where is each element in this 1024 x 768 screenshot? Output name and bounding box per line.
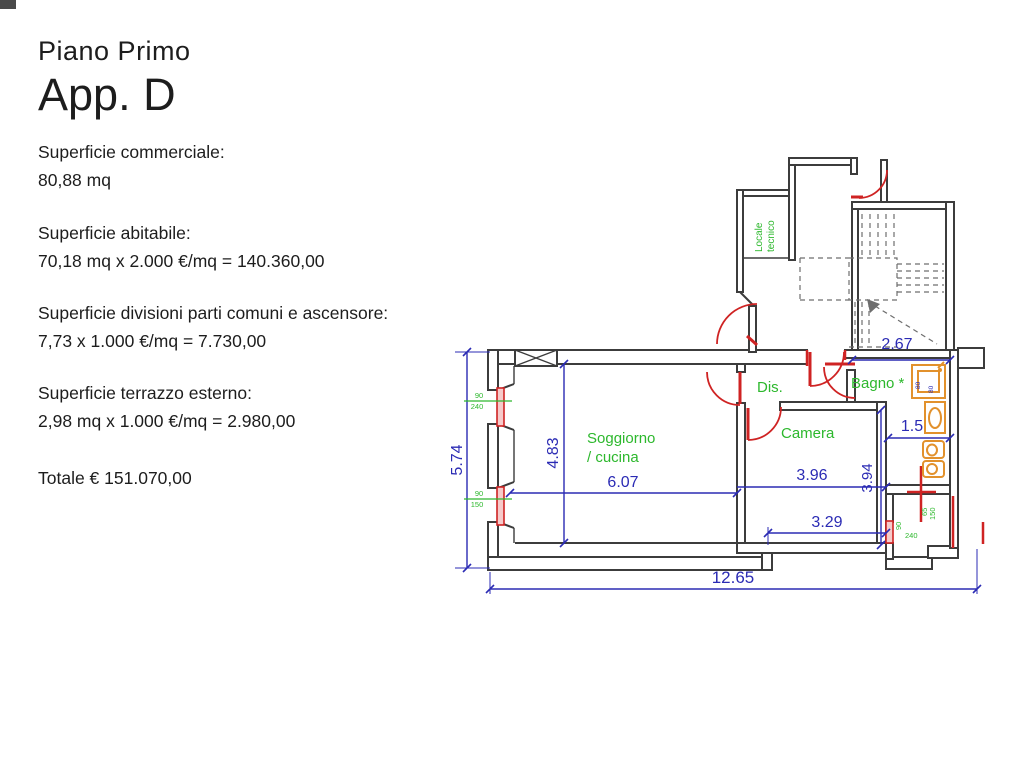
walls (488, 158, 984, 570)
room-label-bagno: Bagno * (851, 375, 905, 392)
win3-width: 65 (920, 507, 929, 516)
dim-soggiorno-height (545, 360, 568, 547)
svg-text:3.94: 3.94 (859, 463, 876, 493)
staircase (800, 214, 944, 347)
svg-text:3.29: 3.29 (811, 514, 843, 531)
svg-text:12.65: 12.65 (711, 568, 755, 587)
dim-camera-height (859, 406, 885, 549)
svg-text:3.96: 3.96 (796, 467, 828, 484)
apartment-title: App. D (38, 69, 176, 120)
room-label-soggiorno: Soggiorno (587, 430, 656, 447)
dim-total-width (486, 549, 981, 594)
room-label-camera: Camera (781, 425, 835, 442)
dim-left-height (449, 348, 490, 572)
bidet-icon (923, 461, 944, 477)
soggiorno-door (707, 372, 740, 405)
sink-icon (925, 402, 945, 433)
window-1 (497, 388, 504, 426)
svg-text:6.07: 6.07 (607, 474, 639, 491)
win1-height: 240 (470, 402, 484, 411)
terrace-door-height: 240 (905, 531, 918, 540)
room-label-locale: Locale (754, 222, 765, 252)
pillar-hatch (515, 350, 557, 366)
win2-height: 150 (470, 500, 484, 509)
apartment-entrance-door (807, 350, 845, 386)
surface-livable-label: Superficie abitabile: (38, 223, 191, 243)
window-2 (497, 487, 504, 525)
svg-text:1.5: 1.5 (900, 418, 924, 435)
floor-title: Piano Primo (38, 36, 191, 66)
shower-size-b: 80 (928, 385, 935, 393)
terrace-door-width: 90 (894, 521, 903, 530)
room-label-dis: Dis. (757, 379, 783, 396)
win1-width: 90 (474, 391, 484, 400)
svg-text:2.67: 2.67 (881, 336, 913, 353)
surface-common-value: 7,73 x 1.000 €/mq = 7.730,00 (38, 331, 267, 351)
svg-text:4.83: 4.83 (545, 437, 562, 469)
dim-bagno-width (884, 418, 954, 442)
total-price: Totale € 151.070,00 (38, 468, 192, 488)
toilet-icon (923, 441, 944, 458)
surface-terrace-value: 2,98 mq x 1.000 €/mq = 2.980,00 (38, 411, 296, 431)
shower-size-a: 80 (915, 381, 922, 389)
svg-text:5.74: 5.74 (449, 444, 466, 476)
win3-height: 150 (928, 507, 937, 520)
win2-width: 90 (474, 489, 484, 498)
room-label-tecnico: tecnico (766, 220, 777, 252)
surface-common-label: Superficie divisioni parti comuni e ascensore: (38, 303, 389, 323)
surface-terrace-label: Superficie terrazzo esterno: (38, 383, 252, 403)
camera-door (748, 407, 781, 440)
dim-soggiorno-width (506, 474, 741, 497)
stair-direction-arrow (867, 299, 880, 313)
surface-commercial-label: Superficie commerciale: (38, 142, 225, 162)
dim-camera-bottom (764, 514, 890, 545)
surface-livable-value: 70,18 mq x 2.000 €/mq = 140.360,00 (38, 251, 325, 271)
surface-commercial-value: 80,88 mq (38, 170, 111, 190)
room-label-cucina: / cucina (587, 449, 639, 466)
